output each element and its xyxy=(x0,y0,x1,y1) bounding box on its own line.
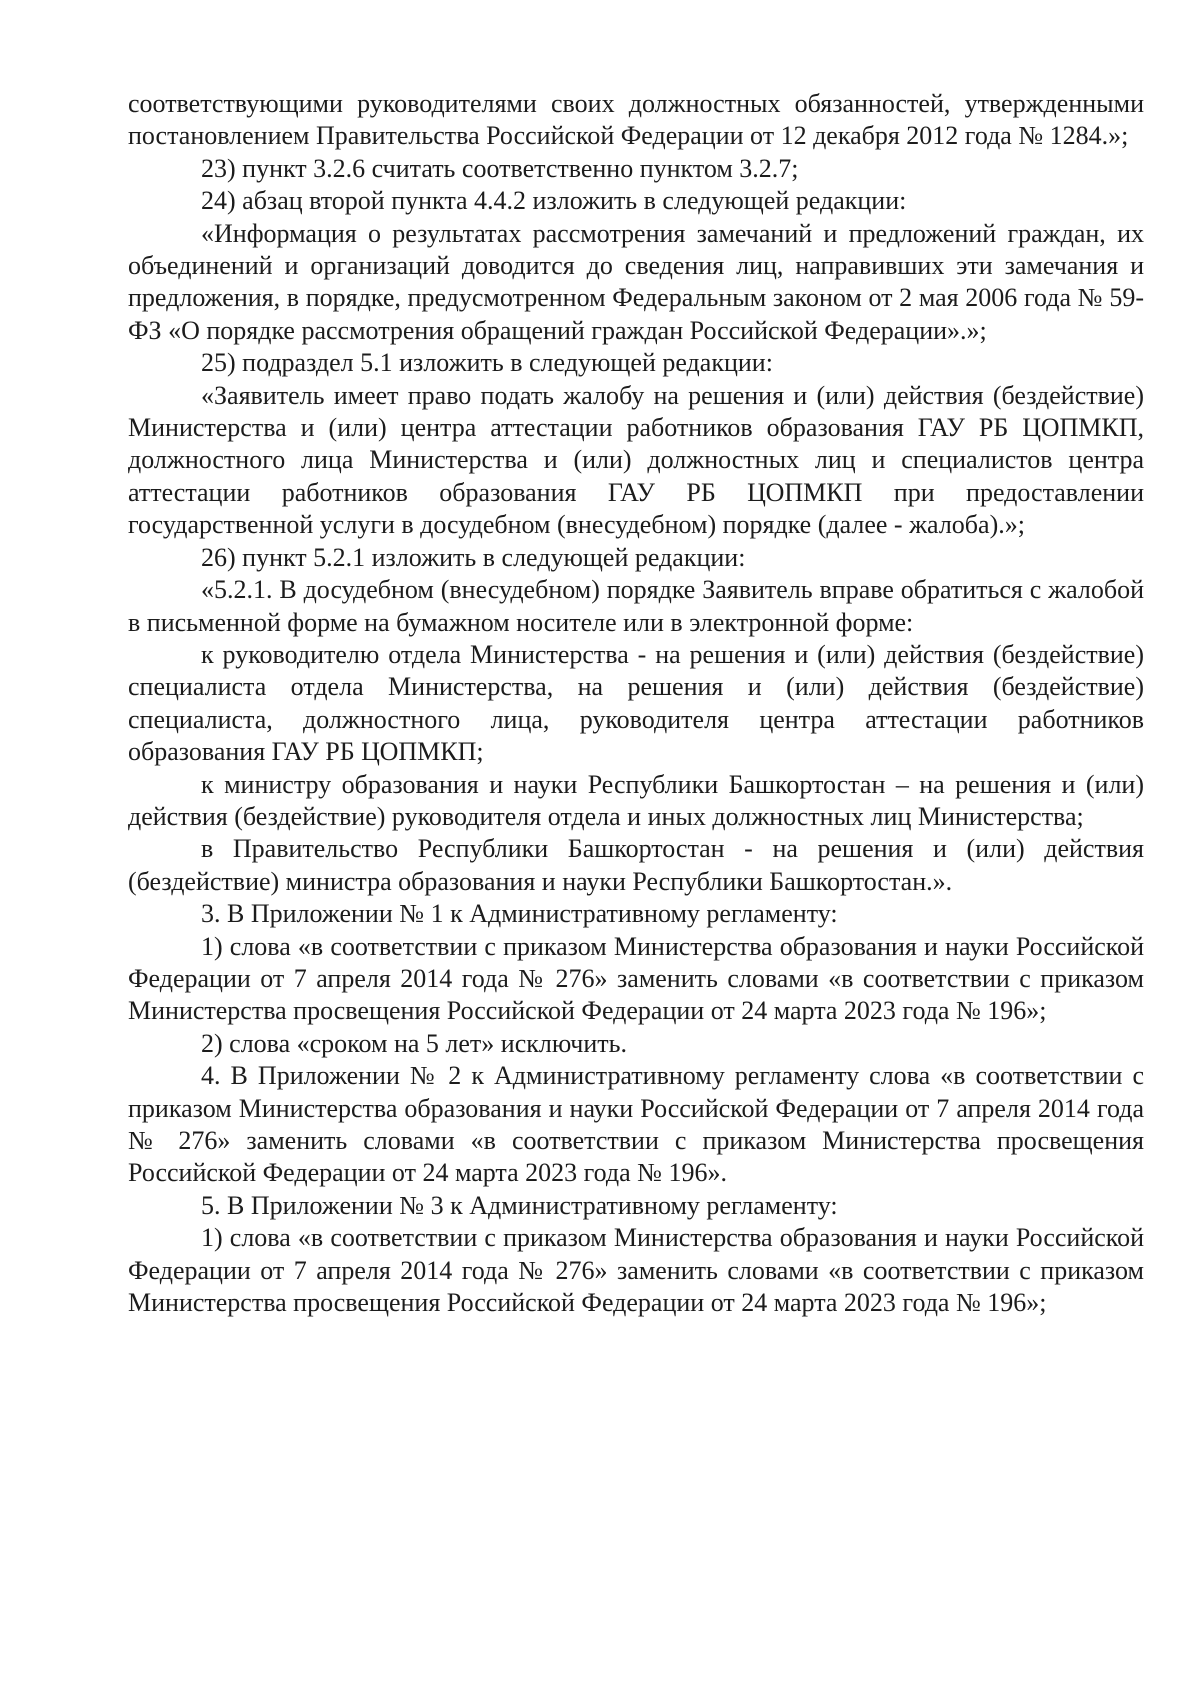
paragraph-item-23: 23) пункт 3.2.6 считать соответственно пунктом 3.2.7; xyxy=(201,153,799,183)
paragraph-continuation: соответствующими руководителями своих должностных обязанностей, утвержденными постановлением Правительства Российской Федерации от 12 декабря 2012 года № 1284.»; xyxy=(128,89,1144,151)
paragraph-to-government: в Правительство Республики Башкортостан - на решения и (или) действия (бездействие) министра образования и науки Республики Башкортостан.». xyxy=(128,834,1144,896)
paragraph-section-4: 4. В Приложении № 2 к Административному регламенту слова «в соответствии с приказом Министерства образования и науки Российской Федерации от 7 апреля 2014 года № 276» заменить словами «в соответствии с приказом Министерства просвещения Российской Федерации от 24 марта 2023 года № 196». xyxy=(128,1061,1144,1188)
paragraph-item-25: 25) подраздел 5.1 изложить в следующей редакции: xyxy=(201,348,773,378)
paragraph-quote-5-1: «Заявитель имеет право подать жалобу на решения и (или) действия (бездействие) Министерства и (или) центра аттестации работников образования ГАУ РБ ЦОПМКП, должностного лица Министерства и (или) должностных лиц и специалистов центра аттестации работников образования ГАУ РБ ЦОПМКП при предоставлении государственной услуги в досудебном (внесудебном) порядке (далее - жалоба).»; xyxy=(128,380,1144,540)
document-body xyxy=(128,88,1144,1319)
paragraph-section-3: 3. В Приложении № 1 к Административному регламенту: xyxy=(201,899,838,929)
paragraph-section-5-item-1: 1) слова «в соответствии с приказом Министерства образования и науки Российской Федерации от 7 апреля 2014 года № 276» заменить словами «в соответствии с приказом Министерства просвещения Российской Федерации от 24 марта 2023 года № 196»; xyxy=(128,1223,1144,1318)
paragraph-item-24: 24) абзац второй пункта 4.4.2 изложить в следующей редакции: xyxy=(201,186,907,216)
paragraph-section-3-item-1: 1) слова «в соответствии с приказом Министерства образования и науки Российской Федерации от 7 апреля 2014 года № 276» заменить словами «в соответствии с приказом Министерства просвещения Российской Федерации от 24 марта 2023 года № 196»; xyxy=(128,931,1144,1026)
paragraph-to-department-head: к руководителю отдела Министерства - на решения и (или) действия (бездействие) специалиста отдела Министерства, на решения и (или) действия (бездействие) специалиста, должностного лица, руководителя центра аттестации работников образования ГАУ РБ ЦОПМКП; xyxy=(128,639,1144,767)
paragraph-quote-4-4-2: «Информация о результатах рассмотрения замечаний и предложений граждан, их объединений и организаций доводится до сведения лиц, направивших эти замечания и предложения, в порядке, предусмотренном Федеральным законом от 2 мая 2006 года № 59-ФЗ «О порядке рассмотрения обращений граждан Российской Федерации».»; xyxy=(128,218,1144,345)
paragraph-section-5: 5. В Приложении № 3 к Административному регламенту: xyxy=(201,1190,838,1220)
paragraph-to-minister: к министру образования и науки Республики Башкортостан – на решения и (или) действия (бездействие) руководителя отдела и иных должностных лиц Министерства; xyxy=(128,769,1144,831)
paragraph-section-3-item-2: 2) слова «сроком на 5 лет» исключить. xyxy=(201,1028,627,1058)
paragraph-quote-5-2-1: «5.2.1. В досудебном (внесудебном) порядке Заявитель вправе обратиться с жалобой в письменной форме на бумажном носителе или в электронной форме: xyxy=(128,575,1144,637)
paragraph-item-26: 26) пункт 5.2.1 изложить в следующей редакции: xyxy=(201,542,746,572)
